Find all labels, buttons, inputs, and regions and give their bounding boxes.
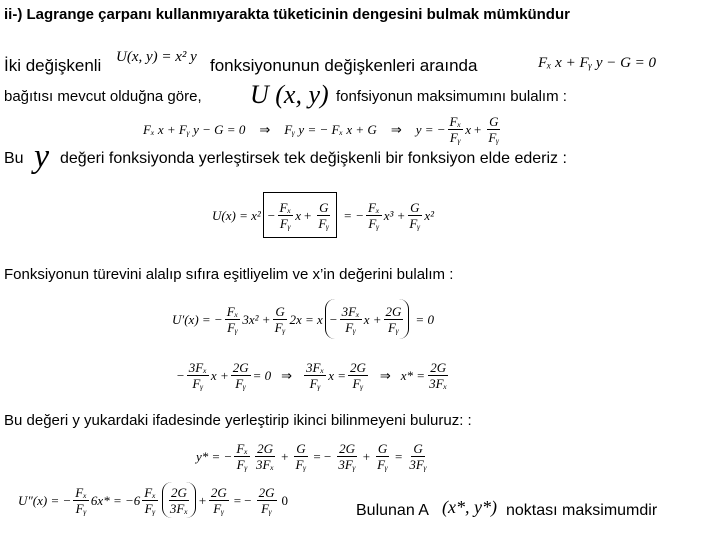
second-derivative-equation: U″(x) = − $\frac{\text{Fₓ}}{\text{Fᵧ}}$ 6x* = −6 $\frac{\text{Fₓ}}{\text{Fᵧ}}$ $\frac{2G}{\text{3Fₓ}}$ + $\frac{2G}{\text{Fᵧ}}$ = − $\frac{2G}{\text{Fᵧ}}$ 0 bbox=[18, 478, 291, 522]
line2-prefix: bağıtısı mevcut olduğna göre, bbox=[4, 88, 202, 105]
utility-symbol: U (x, y) bbox=[250, 80, 329, 109]
deriv-lhs: U′(x) = − bbox=[172, 311, 223, 327]
fraction-fx-fy: $\frac{\text{Fₓ}}{\text{Fᵧ}}$ bbox=[449, 113, 462, 145]
deriv-term1: 3x² + bbox=[242, 311, 271, 327]
second-deriv-end: 0 bbox=[281, 492, 289, 508]
implies-arrow-4: ⇒ bbox=[379, 367, 391, 383]
line5: Bu değeri y yukardaki ifadesinde yerleştirip ikinci bilinmeyeni buluruz: : bbox=[4, 412, 472, 429]
conclusion-prefix: Bulunan A bbox=[356, 502, 429, 519]
y-symbol: y bbox=[34, 138, 50, 175]
ux-x2: x² bbox=[424, 207, 434, 223]
line4: Fonksiyonun türevini alalıp sıfıra eşitliyelim ve x’in değerini bulalım : bbox=[4, 266, 454, 283]
ystar-equation: y* = − $\frac{\text{Fₓ}}{\text{Fᵧ}}$ $\frac{2G}{\text{3Fₓ}}$ + $\frac{G}{\text{Fᵧ}}$ = − $\frac{2G}{\text{3Fᵧ}}$ + $\frac{G}{\text{Fᵧ}}$ = $\frac{G}{\text{3Fᵧ}}$ bbox=[196, 440, 427, 472]
budget-constraint: Fₓ x + Fᵧ y − G = 0 bbox=[538, 55, 657, 71]
line1-middle: fonksiyonunun değişkenleri araında bbox=[210, 56, 478, 75]
deriv-paren: − $\frac{\text{3Fₓ}}{\text{Fᵧ}}$ x + $\frac{2G}{\text{Fᵧ}}$ bbox=[325, 299, 410, 339]
ux-bracket: − $\frac{\text{Fₓ}}{\text{Fᵧ}}$ x + $\frac{G}{\text{Fᵧ}}$ bbox=[263, 192, 337, 238]
implies-arrow-3: ⇒ bbox=[281, 367, 293, 383]
line3-suffix: değeri fonksiyonda yerleştirsek tek değişkenli bir fonksiyon elde ederiz : bbox=[60, 150, 567, 167]
deriv-term2: 2x = x bbox=[289, 311, 323, 327]
solve-part1: Fₓ x + Fᵧ y − G = 0 bbox=[143, 121, 246, 137]
fraction-g-fy: $\frac{G}{\text{Fᵧ}}$ bbox=[488, 113, 500, 145]
solve-x: x bbox=[465, 121, 471, 137]
xstar-equation: − $\frac{\text{3Fₓ}}{\text{Fᵧ}}$ x + $\frac{2G}{\text{Fᵧ}}$ = 0 ⇒ $\frac{\text{3Fₓ}}{\text{Fᵧ}}$ x = $\frac{2G}{\text{Fᵧ}}$ ⇒ x* = $\frac{2G}{\text{3Fₓ}}$ bbox=[176, 359, 448, 391]
ux-frac2: $\frac{G}{\text{Fᵧ}}$ bbox=[409, 199, 421, 231]
optimal-point: (x*, y*) bbox=[442, 497, 497, 517]
xstar-label: x* = bbox=[400, 367, 426, 383]
ux-mid: = − bbox=[343, 207, 365, 223]
solve-y-equation bbox=[143, 112, 503, 146]
line2-suffix: fonfsiyonun maksimumını bulalım : bbox=[336, 88, 567, 105]
utility-definition: U(x, y) = x² y bbox=[116, 49, 197, 65]
ux-x3: x³ + bbox=[383, 207, 406, 223]
ux-frac1: $\frac{\text{Fₓ}}{\text{Fᵧ}}$ bbox=[368, 199, 380, 231]
implies-arrow: ⇒ bbox=[259, 121, 271, 137]
solve-part2: Fᵧ y = − Fₓ x + G bbox=[284, 121, 377, 137]
conclusion-suffix: noktası maksimumdir bbox=[506, 502, 658, 519]
plus-sign: + bbox=[473, 121, 482, 137]
page-heading: ii-) Lagrange çarpanı kullanmıyarakta tüketicinin dengesini bulmak mümkündur bbox=[4, 6, 570, 23]
solve-part3-lhs: y = − bbox=[415, 121, 446, 137]
line3-prefix: Bu bbox=[4, 150, 24, 167]
derivative-equation: U′(x) = − $\frac{\text{Fₓ}}{\text{Fᵧ}}$ 3x² + $\frac{G}{\text{Fᵧ}}$ 2x = x − $\frac{\text{3Fₓ}}{\text{Fᵧ}}$ x + $\frac{2G}{\text{Fᵧ}}$ = 0 bbox=[172, 294, 434, 344]
line1-prefix: İki değişkenli bbox=[4, 56, 102, 75]
deriv-end: = 0 bbox=[415, 311, 434, 327]
implies-arrow-2: ⇒ bbox=[390, 121, 402, 137]
ux-lhs: U(x) = x² bbox=[212, 207, 261, 223]
ux-equation bbox=[212, 186, 434, 244]
